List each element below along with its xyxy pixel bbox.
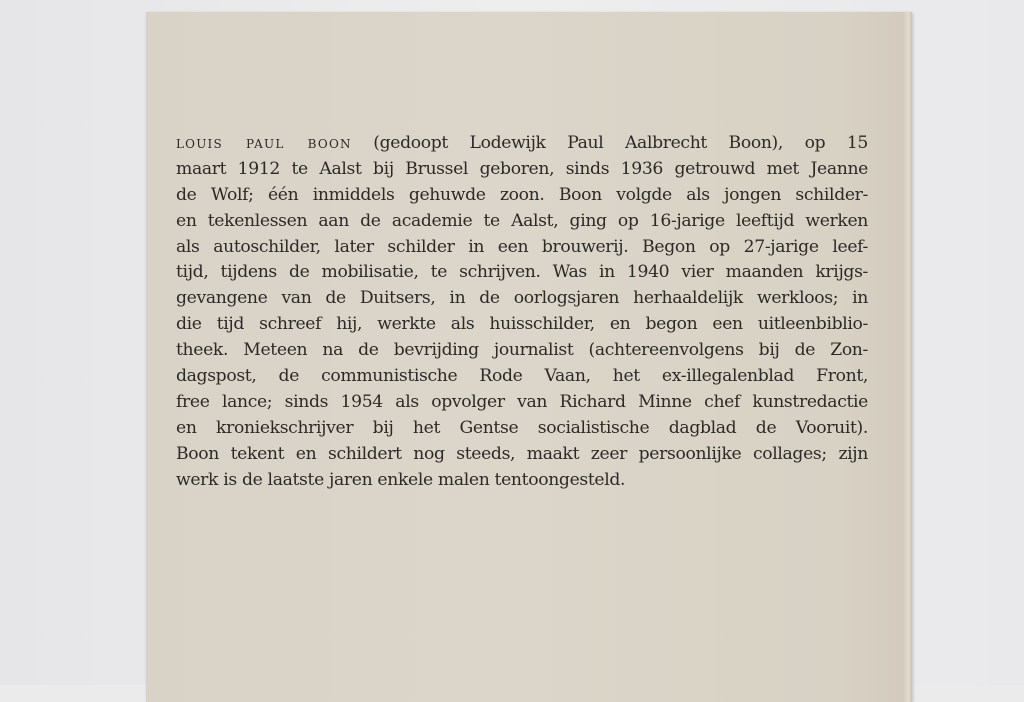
text-line-5: als autoschilder, later schilder in een brouwerij. Begon op 27-jarige leef- <box>176 236 868 257</box>
text-line-13: Boon tekent en schildert nog steeds, maakt zeer persoonlijke collages; zijn <box>176 443 868 464</box>
book-page <box>146 12 912 702</box>
text-line-4: en tekenlessen aan de academie te Aalst, ging op 16-jarige leeftijd werken <box>176 210 868 231</box>
text-line-12: en kroniekschrijver bij het Gentse socialistische dagblad de Vooruit). <box>176 417 868 438</box>
text-line-9: theek. Meteen na de bevrijding journalist (achtereenvolgens bij de Zon- <box>176 340 868 361</box>
text-line-2: maart 1912 te Aalst bij Brussel geboren, sinds 1936 getrouwd met Jeanne <box>176 158 868 179</box>
text-line-7: gevangene van de Duitsers, in de oorlogsjaren herhaaldelijk werkloos; in <box>176 288 868 309</box>
biography-text <box>176 131 868 493</box>
text-line-6: tijd, tijdens de mobilisatie, te schrijven. Was in 1940 vier maanden krijgs- <box>176 262 868 283</box>
text-line-14: werk is de laatste jaren enkele malen tentoongesteld. <box>176 469 626 490</box>
text-line-8: die tijd schreef hij, werkte als huisschilder, en begon een uitleenbiblio- <box>176 314 868 335</box>
author-name: louis paul boon <box>176 133 352 153</box>
text-line-1 <box>176 131 868 157</box>
text-line-11: free lance; sinds 1954 als opvolger van Richard Minne chef kunstredactie <box>176 391 868 412</box>
text-line-3: de Wolf; één inmiddels gehuwde zoon. Boon volgde als jongen schilder- <box>176 184 868 205</box>
text-line-10: dagspost, de communistische Rode Vaan, het ex-illegalenblad Front, <box>176 366 868 387</box>
page-edge <box>904 12 912 702</box>
text-line-1-rest: (gedoopt Lodewijk Paul Aalbrecht Boon), op 15 <box>351 133 869 153</box>
